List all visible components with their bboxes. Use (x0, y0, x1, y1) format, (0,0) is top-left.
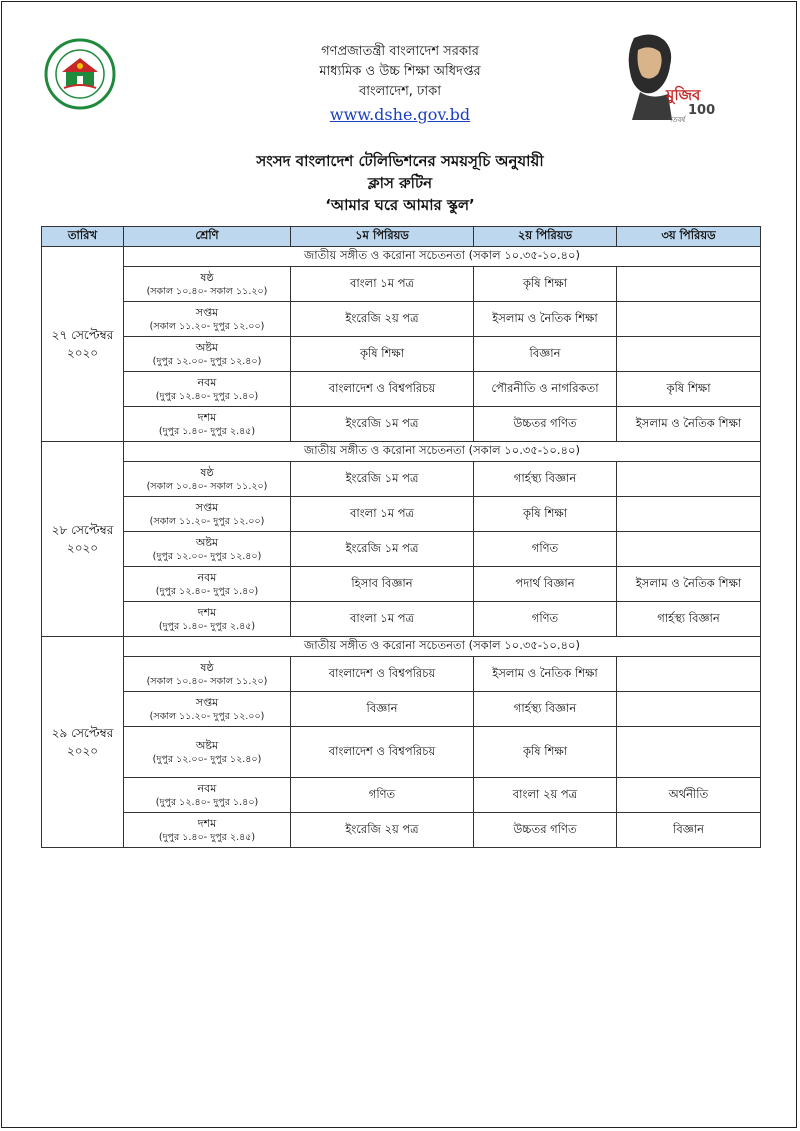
period-1-cell: বাংলাদেশ ও বিশ্বপরিচয় (291, 657, 474, 692)
class-name: অষ্টম (195, 535, 219, 549)
period-2-cell: উচ্চতর গণিত (474, 813, 617, 848)
table-row (42, 727, 761, 778)
anthem-cell: জাতীয় সঙ্গীত ও করোনা সচেতনতা (সকাল ১০.৩৫-১০.৪০) (124, 637, 761, 657)
anthem-cell: জাতীয় সঙ্গীত ও করোনা সচেতনতা (সকাল ১০.৩৫-১০.৪০) (124, 247, 761, 267)
directorate-name: মাধ্যমিক ও উচ্চ শিক্ষা অধিদপ্তর (319, 64, 481, 79)
class-time: (দুপুর ১.৪০- দুপুর ২.৪৫) (158, 620, 256, 632)
period-2-cell: পদার্থ বিজ্ঞান (474, 567, 617, 602)
class-time: (দুপুর ১২.৪০- দুপুর ১.৪০) (155, 585, 259, 597)
title-line-2: ক্লাস রুটিন (367, 174, 433, 192)
table-row (42, 497, 761, 532)
class-time: (সকাল ১১.২০- দুপুর ১২.০০) (149, 710, 265, 722)
title-line-3: ‘আমার ঘরে আমার স্কুল’ (325, 196, 475, 214)
header-period-1: ১ম পিরিয়ড (291, 227, 474, 247)
period-1-cell: বাংলাদেশ ও বিশ্বপরিচয় (291, 727, 474, 778)
mujib-centenary-logo (612, 30, 716, 125)
table-header-row (42, 227, 761, 247)
period-3-cell: গার্হস্থ্য বিজ্ঞান (617, 602, 761, 637)
table-row (42, 657, 761, 692)
class-name: সপ্তম (195, 305, 219, 319)
class-cell (124, 372, 291, 407)
period-1-cell: ইংরেজি ২য় পত্র (291, 302, 474, 337)
class-name: নবম (197, 781, 217, 795)
class-cell (124, 813, 291, 848)
table-row (42, 267, 761, 302)
period-1-cell: ইংরেজি ২য় পত্র (291, 813, 474, 848)
period-2-cell: গণিত (474, 602, 617, 637)
website-link[interactable]: www.dshe.gov.bd (329, 105, 471, 124)
table-row (42, 692, 761, 727)
period-2-cell: পৌরনীতি ও নাগরিকতা (474, 372, 617, 407)
table-row (42, 813, 761, 848)
period-3-cell: ইসলাম ও নৈতিক শিক্ষা (617, 407, 761, 442)
period-3-cell (617, 267, 761, 302)
class-name: অষ্টম (195, 340, 219, 354)
anthem-row (42, 637, 761, 657)
location: বাংলাদেশ, ঢাকা (358, 84, 442, 99)
table-row (42, 302, 761, 337)
class-name: নবম (197, 570, 217, 584)
date-cell: ২৯ সেপ্টেম্বর ২০২০ (42, 637, 124, 848)
period-1-cell: বিজ্ঞান (291, 692, 474, 727)
period-3-cell (617, 337, 761, 372)
period-3-cell (617, 497, 761, 532)
class-cell (124, 462, 291, 497)
class-cell (124, 567, 291, 602)
anthem-row (42, 247, 761, 267)
table-row (42, 602, 761, 637)
class-time: (দুপুর ১২.০০- দুপুর ১২.৪০) (152, 355, 262, 367)
mujib-logo-number: 100 (688, 103, 716, 118)
period-3-cell (617, 462, 761, 497)
table-row (42, 337, 761, 372)
class-time: (দুপুর ১২.৪০- দুপুর ১.৪০) (155, 390, 259, 402)
mujib-logo-text: মুজিব (666, 86, 701, 104)
mujib-logo-sub: শতবর্ষ (668, 116, 686, 124)
table-row (42, 532, 761, 567)
period-2-cell: কৃষি শিক্ষা (474, 727, 617, 778)
header-period-3: ৩য় পিরিয়ড (617, 227, 761, 247)
period-2-cell: গার্হস্থ্য বিজ্ঞান (474, 692, 617, 727)
class-time: (দুপুর ১.৪০- দুপুর ২.৪৫) (158, 831, 256, 843)
class-cell (124, 727, 291, 778)
class-name: সপ্তম (195, 695, 219, 709)
class-routine-table (41, 226, 761, 848)
class-name: নবম (197, 375, 217, 389)
period-1-cell: বাংলা ১ম পত্র (291, 497, 474, 532)
class-time: (দুপুর ১২.০০- দুপুর ১২.৪০) (152, 550, 262, 562)
office-header (200, 42, 600, 128)
period-3-cell (617, 692, 761, 727)
period-3-cell: কৃষি শিক্ষা (617, 372, 761, 407)
class-name: সপ্তম (195, 500, 219, 514)
period-1-cell: বাংলা ১ম পত্র (291, 602, 474, 637)
period-1-cell: ইংরেজি ১ম পত্র (291, 462, 474, 497)
class-time: (দুপুর ১.৪০- দুপুর ২.৪৫) (158, 425, 256, 437)
class-cell (124, 267, 291, 302)
period-2-cell: বিজ্ঞান (474, 337, 617, 372)
period-3-cell: ইসলাম ও নৈতিক শিক্ষা (617, 567, 761, 602)
class-cell (124, 337, 291, 372)
header-date: তারিখ (42, 227, 124, 247)
period-3-cell (617, 532, 761, 567)
class-time: (সকাল ১০.৪০- সকাল ১১.২০) (146, 480, 268, 492)
period-1-cell: ইংরেজি ১ম পত্র (291, 407, 474, 442)
header-period-2: ২য় পিরিয়ড (474, 227, 617, 247)
class-time: (দুপুর ১২.৪০- দুপুর ১.৪০) (155, 796, 259, 808)
class-time: (সকাল ১১.২০- দুপুর ১২.০০) (149, 515, 265, 527)
table-row (42, 567, 761, 602)
period-2-cell: গণিত (474, 532, 617, 567)
class-cell (124, 692, 291, 727)
anthem-row (42, 442, 761, 462)
class-name: ষষ্ঠ (200, 465, 214, 479)
class-cell (124, 602, 291, 637)
period-1-cell: কৃষি শিক্ষা (291, 337, 474, 372)
class-name: দশম (197, 605, 217, 619)
title-line-1: সংসদ বাংলাদেশ টেলিভিশনের সময়সূচি অনুযায়ী (256, 152, 544, 170)
education-emblem-logo (44, 38, 116, 110)
period-2-cell: গার্হস্থ্য বিজ্ঞান (474, 462, 617, 497)
date-cell: ২৭ সেপ্টেম্বর ২০২০ (42, 247, 124, 442)
class-cell (124, 407, 291, 442)
period-1-cell: ইংরেজি ১ম পত্র (291, 532, 474, 567)
period-1-cell: হিসাব বিজ্ঞান (291, 567, 474, 602)
date-cell: ২৮ সেপ্টেম্বর ২০২০ (42, 442, 124, 637)
class-name: অষ্টম (195, 738, 219, 752)
period-1-cell: বাংলাদেশ ও বিশ্বপরিচয় (291, 372, 474, 407)
class-cell (124, 302, 291, 337)
routine-title-block (150, 150, 650, 216)
class-time: (সকাল ১০.৪০- সকাল ১১.২০) (146, 285, 268, 297)
class-cell (124, 532, 291, 567)
class-cell (124, 497, 291, 532)
class-cell (124, 657, 291, 692)
period-1-cell: গণিত (291, 778, 474, 813)
class-name: ষষ্ঠ (200, 270, 214, 284)
period-2-cell: ইসলাম ও নৈতিক শিক্ষা (474, 302, 617, 337)
class-name: দশম (197, 816, 217, 830)
table-row (42, 462, 761, 497)
class-cell (124, 778, 291, 813)
class-name: দশম (197, 410, 217, 424)
period-2-cell: বাংলা ২য় পত্র (474, 778, 617, 813)
period-3-cell (617, 657, 761, 692)
period-3-cell: অর্থনীতি (617, 778, 761, 813)
period-3-cell (617, 727, 761, 778)
table-row (42, 372, 761, 407)
class-name: ষষ্ঠ (200, 660, 214, 674)
header-class: শ্রেণি (124, 227, 291, 247)
class-time: (দুপুর ১২.০০- দুপুর ১২.৪০) (152, 753, 262, 765)
period-1-cell: বাংলা ১ম পত্র (291, 267, 474, 302)
class-time: (সকাল ১১.২০- দুপুর ১২.০০) (149, 320, 265, 332)
period-2-cell: কৃষি শিক্ষা (474, 267, 617, 302)
period-2-cell: কৃষি শিক্ষা (474, 497, 617, 532)
table-row (42, 778, 761, 813)
government-name: গণপ্রজাতন্ত্রী বাংলাদেশ সরকার (321, 44, 479, 59)
period-3-cell (617, 302, 761, 337)
anthem-cell: জাতীয় সঙ্গীত ও করোনা সচেতনতা (সকাল ১০.৩৫-১০.৪০) (124, 442, 761, 462)
period-2-cell: উচ্চতর গণিত (474, 407, 617, 442)
class-time: (সকাল ১০.৪০- সকাল ১১.২০) (146, 675, 268, 687)
period-2-cell: ইসলাম ও নৈতিক শিক্ষা (474, 657, 617, 692)
table-row (42, 407, 761, 442)
period-3-cell: বিজ্ঞান (617, 813, 761, 848)
